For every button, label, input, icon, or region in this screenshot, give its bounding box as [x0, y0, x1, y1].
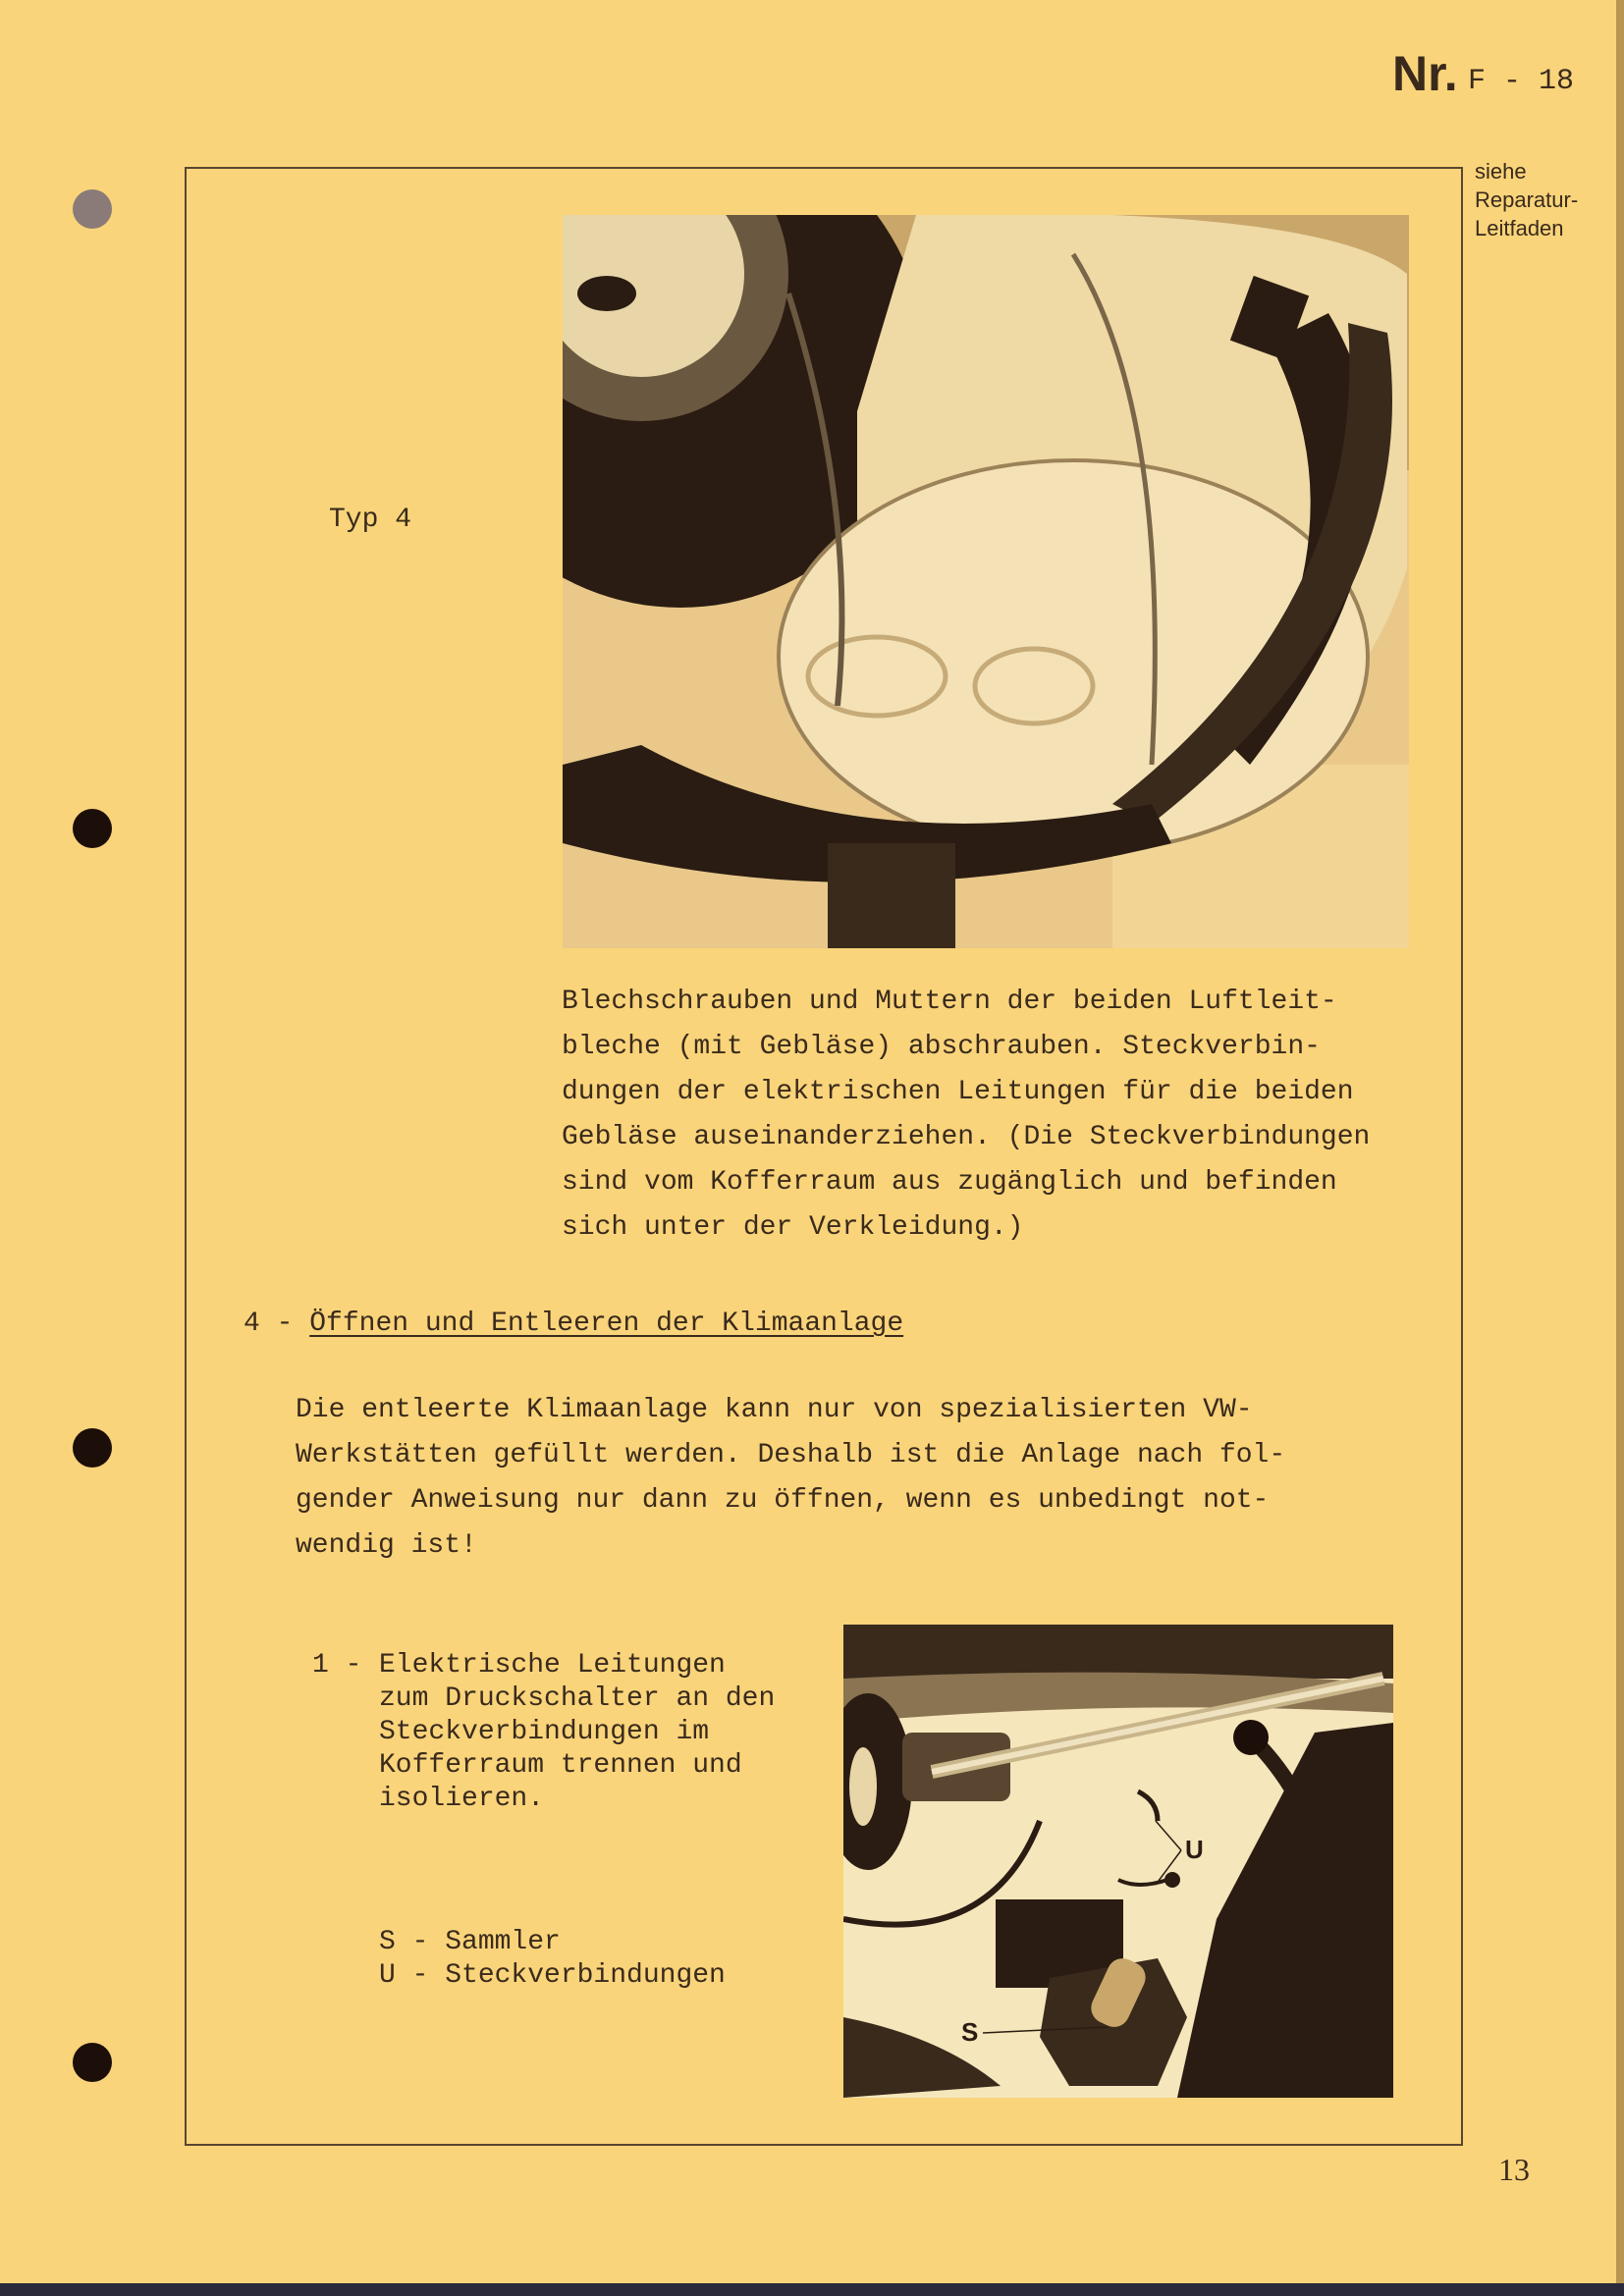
punch-hole — [73, 2043, 112, 2082]
step-line: zum Druckschalter an den — [379, 1683, 776, 1714]
side-note-line: Leitfaden — [1475, 216, 1564, 240]
step-line: Elektrische Leitungen — [379, 1650, 726, 1681]
figure-legend — [379, 1926, 726, 1993]
label-u: U — [1185, 1835, 1204, 1864]
side-note — [1475, 157, 1578, 242]
paragraph-line: dungen der elektrischen Leitungen für die beiden — [562, 1077, 1354, 1107]
photo-typ4-trunk — [563, 215, 1409, 948]
document-number: F - 18 — [1468, 65, 1575, 98]
paragraph-line: bleche (mit Gebläse) abschrauben. Steckverbin- — [562, 1032, 1321, 1062]
paragraph-line: Die entleerte Klimaanlage kann nur von spezialisierten VW- — [296, 1395, 1253, 1425]
step-line: Kofferraum trennen und — [379, 1750, 742, 1781]
step-line: Steckverbindungen im — [379, 1717, 710, 1747]
photo-kofferraum-druckschalter — [843, 1625, 1393, 2098]
paragraph-klimaanlage — [296, 1388, 1285, 1569]
paragraph-line: Werkstätten gefüllt werden. Deshalb ist die Anlage nach fol- — [296, 1440, 1286, 1470]
paragraph-line: sich unter der Verkleidung.) — [562, 1212, 1024, 1243]
paragraph-line: Gebläse auseinanderziehen. (Die Steckverbindungen — [562, 1122, 1371, 1152]
legend-item: U - Steckverbindungen — [379, 1960, 726, 1991]
figure-caption: Typ 4 — [329, 505, 412, 535]
step-text — [379, 1649, 775, 1816]
scan-edge — [0, 2283, 1624, 2296]
section-number: 4 - — [244, 1308, 294, 1339]
paragraph-line: gender Anweisung nur dann zu öffnen, wenn es unbedingt not- — [296, 1485, 1270, 1516]
paragraph-luftleitbleche — [562, 980, 1370, 1251]
page-edge — [1616, 0, 1624, 2296]
punch-hole — [73, 1428, 112, 1468]
paragraph-line: Blechschrauben und Muttern der beiden Luftleit- — [562, 987, 1337, 1017]
page-number: 13 — [1498, 2152, 1530, 2187]
side-note-line: siehe — [1475, 159, 1527, 184]
punch-hole — [73, 189, 112, 229]
step-number: 1 - — [312, 1650, 362, 1681]
punch-hole — [73, 809, 112, 848]
section-title: Öffnen und Entleeren der Klimaanlage — [309, 1308, 904, 1339]
label-s: S — [961, 2017, 979, 2047]
paragraph-line: wendig ist! — [296, 1530, 477, 1561]
paragraph-line: sind vom Kofferraum aus zugänglich und befinden — [562, 1167, 1337, 1198]
step-line: isolieren. — [379, 1784, 545, 1814]
legend-item: S - Sammler — [379, 1927, 561, 1957]
section-heading — [244, 1308, 903, 1339]
side-note-line: Reparatur- — [1475, 187, 1579, 212]
document-number-label: Nr. — [1392, 46, 1458, 101]
